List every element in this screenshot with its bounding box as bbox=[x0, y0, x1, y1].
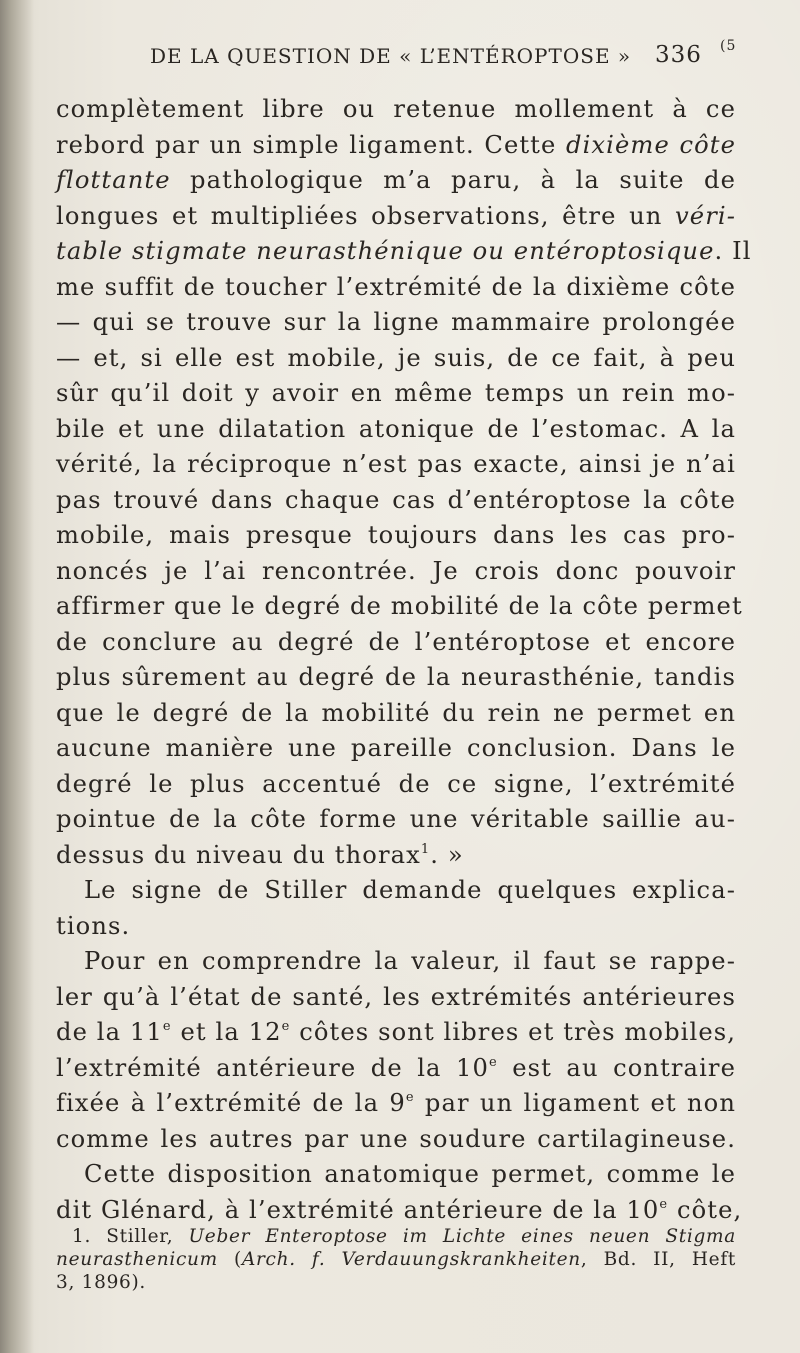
text-line bbox=[56, 909, 736, 945]
italic-text: dixième côte bbox=[566, 130, 736, 159]
text-run: par un ligament et non bbox=[414, 1089, 736, 1117]
text-run: — et, si elle est mobile, je suis, de ce fait, à peu bbox=[56, 343, 736, 372]
text-run: mobile, mais presque toujours dans les cas pro- bbox=[56, 521, 736, 549]
text-run: côtes sont libres et très mobiles, bbox=[290, 1018, 737, 1046]
text-line bbox=[56, 1015, 736, 1051]
text-run: plus sûrement au degré de la neurasthénie, tandis bbox=[56, 663, 736, 691]
page-number-suffix: (5 bbox=[720, 38, 737, 54]
text-line bbox=[56, 518, 736, 554]
text-run: aucune manière une pareille conclusion. Dans le bbox=[56, 734, 736, 762]
italic-text: table stigmate neurasthénique ou entéroptosique bbox=[56, 237, 715, 265]
superscript: e bbox=[489, 1054, 498, 1070]
text-line bbox=[56, 1122, 736, 1158]
text-run: degré le plus accentué de ce signe, l’extrémité bbox=[56, 769, 736, 798]
footnote-line bbox=[56, 1248, 736, 1271]
text-run: sûr qu’il doit y avoir en même temps un rein mo- bbox=[56, 379, 736, 407]
text-run: côte, bbox=[668, 1195, 743, 1224]
text-line bbox=[56, 731, 736, 767]
superscript: 1 bbox=[420, 841, 431, 857]
text-line bbox=[56, 412, 736, 448]
text-line bbox=[56, 554, 736, 590]
text-run: et la 12 bbox=[171, 1018, 282, 1046]
text-line bbox=[56, 625, 736, 661]
text-line bbox=[56, 92, 736, 128]
text-line bbox=[56, 376, 736, 412]
text-line bbox=[56, 1193, 743, 1229]
text-run: vérité, la réciproque n’est pas exacte, ainsi je n’ai bbox=[56, 450, 736, 478]
text-run: . Il bbox=[714, 237, 752, 265]
text-line bbox=[56, 802, 736, 838]
italic-text: neurasthenicum bbox=[56, 1249, 218, 1270]
text-line bbox=[56, 944, 736, 980]
text-line bbox=[56, 234, 752, 270]
text-run: Cette disposition anatomique permet, comme le bbox=[84, 1160, 736, 1188]
superscript: e bbox=[405, 1090, 415, 1105]
text-run: 1. Stiller, bbox=[72, 1226, 189, 1247]
text-run: pointue de la côte forme une véritable saillie au- bbox=[56, 805, 736, 833]
superscript: e bbox=[281, 1019, 291, 1034]
text-run: , Bd. II, Heft bbox=[580, 1249, 737, 1270]
text-line bbox=[56, 483, 736, 519]
text-run: ler qu’à l’état de santé, les extrémités antérieures bbox=[56, 982, 736, 1011]
running-header bbox=[150, 38, 770, 76]
text-run: longues et multipliées observations, être un bbox=[56, 201, 676, 230]
text-line bbox=[56, 1157, 736, 1193]
text-run: ( bbox=[217, 1249, 242, 1270]
text-run: fixée à l’extrémité de la 9 bbox=[56, 1089, 406, 1117]
text-line bbox=[56, 696, 736, 732]
text-line bbox=[56, 980, 736, 1016]
footnotes bbox=[56, 1225, 736, 1294]
page-gutter-shadow bbox=[0, 0, 34, 1353]
italic-text: véri- bbox=[675, 201, 736, 230]
text-run: comme les autres par une soudure cartilagineuse. bbox=[56, 1124, 736, 1153]
text-run: bile et une dilatation atonique de l’estomac. A la bbox=[56, 414, 736, 443]
footnote-line bbox=[56, 1271, 736, 1294]
text-run: pas trouvé dans chaque cas d’entéroptose la côte bbox=[56, 485, 736, 514]
text-run: noncés je l’ai rencontrée. Je crois donc pouvoir bbox=[56, 556, 736, 585]
text-run: dessus du niveau du thorax bbox=[56, 840, 421, 869]
text-run: — qui se trouve sur la ligne mammaire prolongée bbox=[56, 308, 736, 336]
text-line bbox=[56, 199, 736, 235]
text-run: pathologique m’a paru, à la suite de bbox=[170, 166, 736, 194]
text-line bbox=[56, 660, 736, 696]
text-line bbox=[56, 589, 743, 625]
text-run: . » bbox=[430, 840, 464, 869]
footnote-line bbox=[56, 1225, 736, 1248]
text-line bbox=[56, 305, 736, 341]
text-run: tions. bbox=[56, 911, 131, 940]
text-run: affirmer que le degré de mobilité de la côte permet bbox=[56, 592, 743, 620]
text-run: complètement libre ou retenue mollement à ce bbox=[56, 95, 736, 123]
italic-text: Ueber Enteroptose im Lichte eines neuen Stigma bbox=[188, 1226, 737, 1247]
text-run: de conclure au degré de l’entéroptose et encore bbox=[56, 627, 736, 656]
text-run: que le degré de la mobilité du rein ne permet en bbox=[56, 698, 736, 727]
text-run: dit Glénard, à l’extrémité antérieure de la 10 bbox=[56, 1195, 660, 1224]
text-line bbox=[56, 1086, 736, 1122]
text-line bbox=[56, 1051, 736, 1087]
text-line bbox=[56, 873, 736, 909]
superscript: e bbox=[162, 1019, 172, 1034]
text-line bbox=[56, 341, 736, 377]
italic-text: flottante bbox=[56, 166, 171, 194]
superscript: e bbox=[659, 1196, 669, 1212]
text-line bbox=[56, 163, 736, 199]
page-number: 336 bbox=[655, 42, 702, 68]
text-run: est au contraire bbox=[497, 1053, 736, 1082]
text-run: Pour en comprendre la valeur, il faut se rappe- bbox=[84, 947, 736, 975]
text-run: Le signe de Stiller demande quelques explica- bbox=[84, 876, 736, 904]
text-line bbox=[56, 767, 736, 803]
text-line bbox=[56, 270, 736, 306]
text-run: me suffit de toucher l’extrémité de la dixième côte bbox=[56, 272, 736, 301]
running-title: DE LA QUESTION DE « L’ENTÉROPTOSE » bbox=[150, 44, 632, 68]
text-line bbox=[56, 447, 736, 483]
text-line bbox=[56, 128, 736, 164]
text-run: rebord par un simple ligament. Cette bbox=[56, 130, 566, 159]
body-text bbox=[56, 92, 752, 1228]
text-run: de la 11 bbox=[56, 1018, 163, 1046]
text-run: l’extrémité antérieure de la 10 bbox=[56, 1053, 489, 1082]
text-line bbox=[56, 838, 736, 874]
italic-text: Arch. f. Verdauungskrankheiten bbox=[241, 1249, 581, 1270]
text-run: 3, 1896). bbox=[56, 1272, 147, 1293]
